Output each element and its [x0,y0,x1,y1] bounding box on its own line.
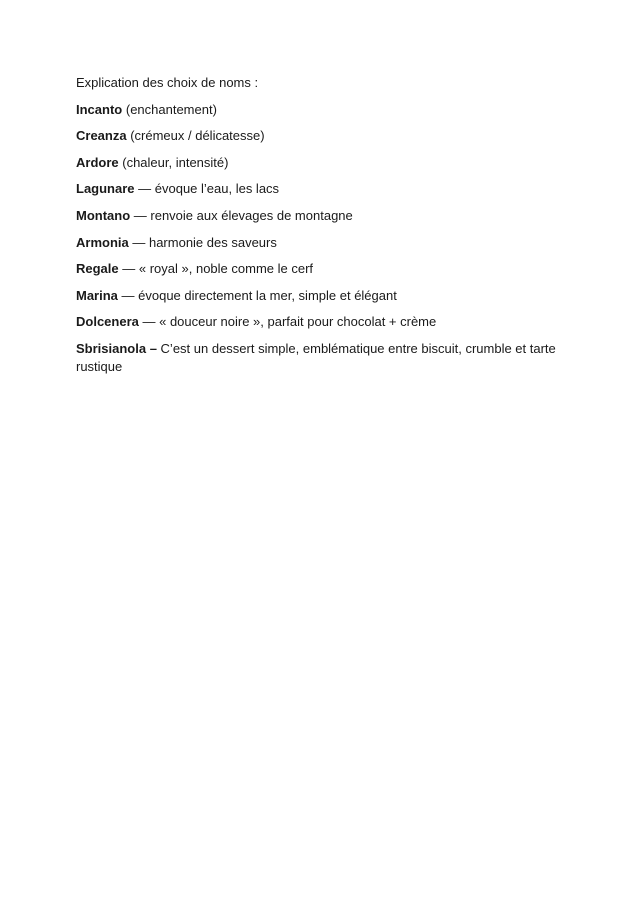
separator: — [117,287,139,303]
entry-term: Armonia [76,234,129,250]
entry-desc: évoque l’eau, les lacs [154,181,280,197]
entry-desc: (enchantement) [125,101,217,117]
entry-regale [76,260,566,278]
entry-term: Ardore [76,154,119,170]
separator: — [134,181,155,197]
entry-creanza [76,127,566,145]
separator: — [138,314,160,330]
separator: — [128,234,149,250]
entry-sbrisianola [76,340,566,376]
entry-lagunare [76,180,566,198]
entry-desc: C’est un dessert simple, emblématique entre biscuit, crumble et tarte rustique [76,340,556,374]
entry-marina [76,287,566,305]
entry-desc: renvoie aux élevages de montagne [150,207,353,223]
entry-desc: évoque directement la mer, simple et élégant [138,287,397,303]
entry-term: Dolcenera [76,314,139,330]
entry-dolcenera [76,313,566,331]
entry-term: Regale [76,261,119,277]
entry-term: Sbrisianola – [76,340,157,356]
entry-term: Incanto [76,101,123,117]
entry-montano [76,207,566,225]
entry-desc: (chaleur, intensité) [122,154,229,170]
entry-desc: « douceur noire », parfait pour chocolat + crème [159,314,437,330]
entry-term: Marina [76,287,118,303]
document-page [76,74,566,385]
entry-incanto [76,101,566,119]
entry-ardore [76,154,566,172]
entry-desc: (crémeux / délicatesse) [130,128,265,144]
entry-term: Creanza [76,128,127,144]
entry-term: Lagunare [76,181,135,197]
entry-armonia [76,234,566,252]
entry-desc: « royal », noble comme le cerf [138,261,314,277]
separator: — [118,261,139,277]
separator: — [130,207,151,223]
entry-desc: harmonie des saveurs [148,234,277,250]
heading: Explication des choix de noms : [76,75,259,90]
entry-term: Montano [76,207,131,223]
